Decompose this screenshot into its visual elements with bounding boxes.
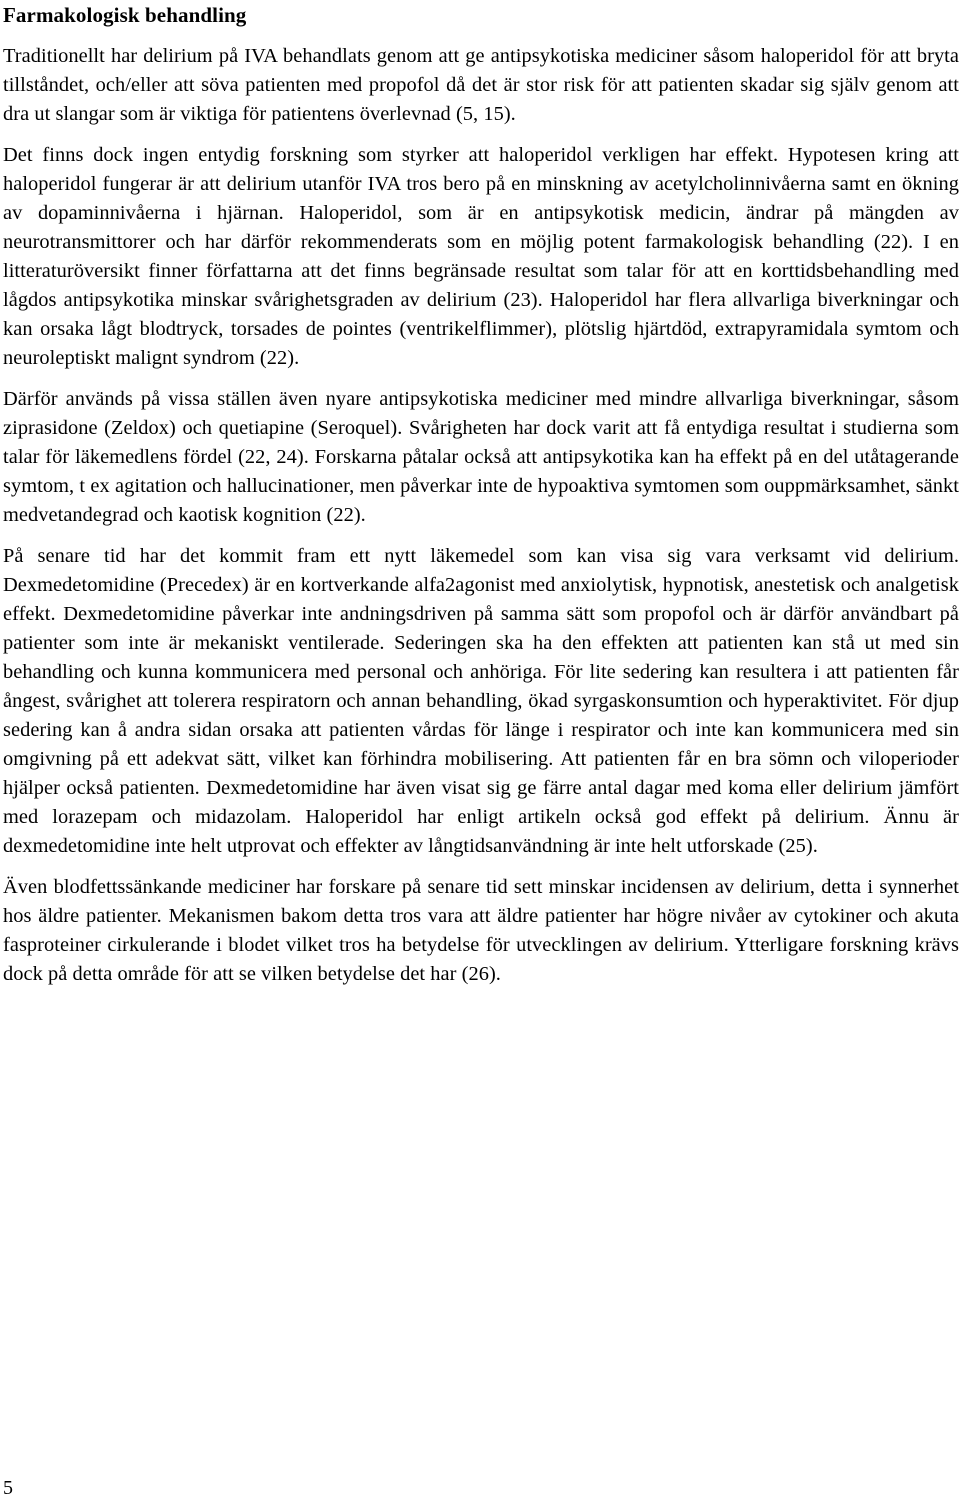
paragraph-traditional-treatment: Traditionellt har delirium på IVA behandlats genom att ge antipsykotiska mediciner såsom haloperidol för att bryta tillståndet, och/eller att söva patienten med propofol då det är stor risk för att patienten skadar sig själv genom att dra ut slangar som är viktiga för patientens överlevnad (5, 15). (3, 45, 959, 125)
paragraph-haloperidol-evidence: Det finns dock ingen entydig forskning som styrker att haloperidol verkligen har effekt. Hypotesen kring att haloperidol fungerar är att delirium utanför IVA tros bero på en minskning av acetylcholinnivåerna samt en ökning av dopaminnivåerna i hjärnan. Haloperidol, som är en antipsykotisk medicin, ändrar på mängden av neurotransmittorer och har därför rekommenderats som en möjlig potent farmakologisk behandling (22). I en litteraturöversikt finner författarna att det finns begränsade resultat som talar för att en korttidsbehandling med lågdos antipsykotika minskar svårighetsgraden av delirium (23). Haloperidol har flera allvarliga biverkningar och kan orsaka lågt blodtryck, torsades de pointes (ventrikelflimmer), plötslig hjärtdöd, extrapyramidala symtom och neuroleptiskt malignt syndrom (22). (3, 144, 959, 369)
section-heading: Farmakologisk behandling (3, 3, 247, 27)
paragraph-newer-antipsychotics: Därför används på vissa ställen även nyare antipsykotiska mediciner med mindre allvarliga biverkningar, såsom ziprasidone (Zeldox) och quetiapine (Seroquel). Svårigheten har dock varit att få entydiga resultat i studierna som talar för läkemedlens fördel (22, 24). Forskarna påtalar också att antipsykotika kan ha effekt på en del utåtagerande symtom, t ex agitation och hallucinationer, men påverkar inte de hypoaktiva symtomen som ouppmärksamhet, sänkt medvetandegrad och kaotisk kognition (22). (3, 388, 959, 526)
page-number: 5 (3, 1477, 13, 1499)
paragraph-dexmedetomidine: På senare tid har det kommit fram ett nytt läkemedel som kan visa sig vara verksamt vid delirium. Dexmedetomidine (Precedex) är en kortverkande alfa2agonist med anxiolytisk, hypnotisk, anestetisk och analgetisk effekt. Dexmedetomidine påverkar inte andningsdriven på samma sätt som propofol och är därför användbart på patienter som inte är mekaniskt ventilerade. Sederingen ska ha den effekten att patienten kan stå ut med sin behandling och kunna kommunicera med personal och anhöriga. För lite sedering kan resultera i att patienten får ångest, svårighet att tolerera respiratorn och annan behandling, ökad syrgaskonsumtion och hyperaktivitet. För djup sedering kan å andra sidan orsaka att patienten vårdas för länge i respirator och inte kan kommunicera med sin omgivning på ett adekvat sätt, vilket kan förhindra mobilisering. Att patienten får en bra sömn och viloperioder hjälper också patienten. Dexmedetomidine har även visat sig ge färre antal dagar med koma eller delirium jämfört med lorazepam och midazolam. Haloperidol har enligt artikeln också god effekt på delirium. Ännu är dexmedetomidine inte helt utprovat och effekter av långtidsanvändning är inte helt utforskade (25). (3, 545, 959, 857)
paragraph-lipid-lowering: Även blodfettssänkande mediciner har forskare på senare tid sett minskar incidensen av delirium, detta i synnerhet hos äldre patienter. Mekanismen bakom detta tros vara att äldre patienter har högre nivåer av cytokiner och akuta fasproteiner cirkulerande i blodet vilket tros ha betydelse för utvecklingen av delirium. Ytterligare forskning krävs dock på detta område för att se vilken betydelse det har (26). (3, 876, 959, 985)
